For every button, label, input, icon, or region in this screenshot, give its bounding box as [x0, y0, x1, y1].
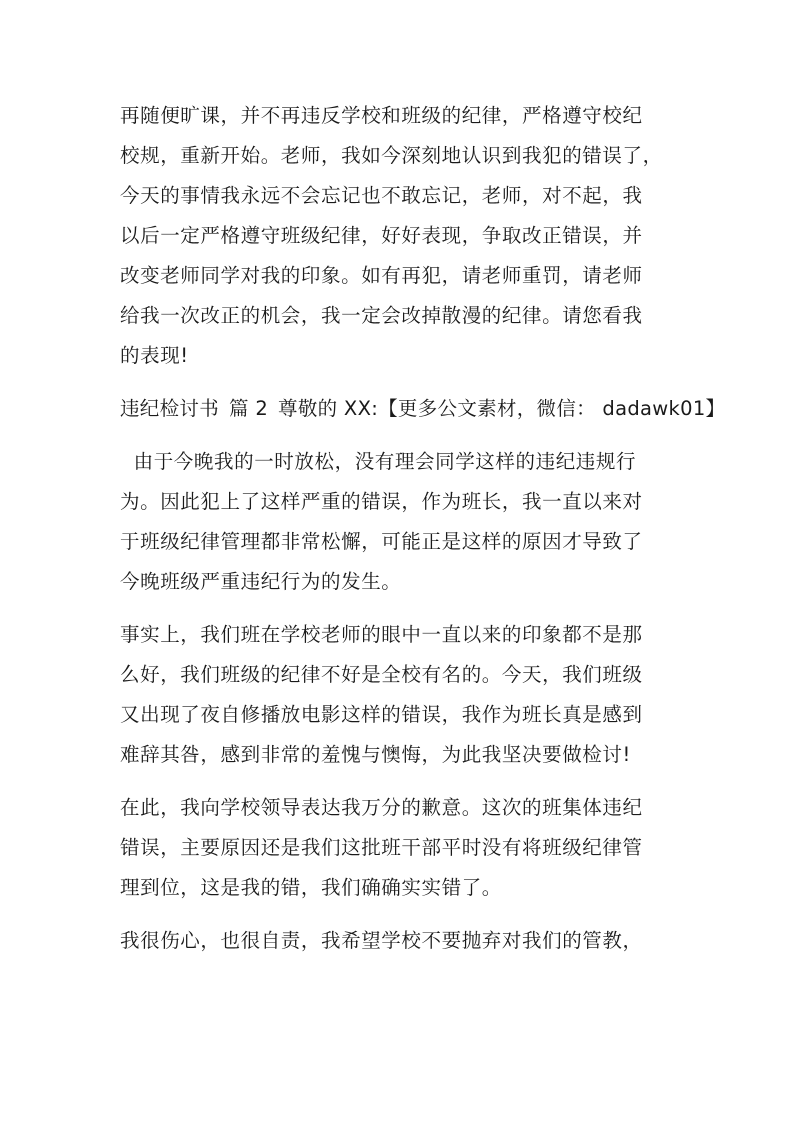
text-line: 为。因此犯上了这样严重的错误，作为班长，我一直以来对: [120, 490, 643, 513]
text-line: 再随便旷课，并不再违反学校和班级的纪律，严格遵守校纪: [120, 104, 643, 127]
document-body: [120, 96, 726, 974]
text-line: 的表现!: [120, 344, 189, 367]
paragraph-4: [120, 788, 676, 908]
text-line: 理到位，这是我的错，我们确确实实错了。: [120, 876, 502, 899]
text-line: 以后一定严格遵守班级纪律，好好表现，争取改正错误，并: [120, 224, 643, 247]
text-line: 在此，我向学校领导表达我万分的歉意。这次的班集体违纪: [120, 796, 643, 819]
text-line: 由于今晚我的一时放松，没有理会同学这样的违纪违规行: [120, 450, 637, 473]
text-line: 我很伤心，也很自责，我希望学校不要抛弃对我们的管教，: [120, 929, 643, 952]
paragraph-1: [120, 96, 676, 376]
text-line: 事实上，我们班在学校老师的眼中一直以来的印象都不是那: [120, 623, 643, 646]
text-line: 么好，我们班级的纪律不好是全校有名的。今天，我们班级: [120, 663, 643, 686]
text-line: 校规，重新开始。老师，我如今深刻地认识到我犯的错误了，: [120, 144, 663, 167]
heading-note: 【更多公文素材，微信： dadawk01】: [378, 397, 726, 420]
heading-title: 违纪检讨书: [120, 397, 220, 420]
text-line: 今天的事情我永远不会忘记也不敢忘记，老师，对不起，我: [120, 184, 643, 207]
text-line: 错误，主要原因还是我们这批班干部平时没有将班级纪律管: [120, 836, 643, 859]
paragraph-5: [120, 921, 676, 961]
text-line: 给我一次改正的机会，我一定会改掉散漫的纪律。请您看我: [120, 304, 643, 327]
section-heading: [120, 389, 726, 429]
text-line: 难辞其咎，感到非常的羞愧与懊悔，为此我坚决要做检讨!: [120, 743, 631, 766]
text-line: 今晚班级严重违纪行为的发生。: [120, 570, 402, 593]
heading-salutation: 尊敬的 XX:: [278, 397, 379, 420]
text-line: 于班级纪律管理都非常松懈，可能正是这样的原因才导致了: [120, 530, 643, 553]
paragraph-3: [120, 615, 676, 775]
paragraph-2: [120, 442, 676, 602]
heading-section: 篇 2: [229, 397, 269, 420]
text-line: 又出现了夜自修播放电影这样的错误，我作为班长真是感到: [120, 703, 643, 726]
text-line: 改变老师同学对我的印象。如有再犯，请老师重罚，请老师: [120, 264, 643, 287]
